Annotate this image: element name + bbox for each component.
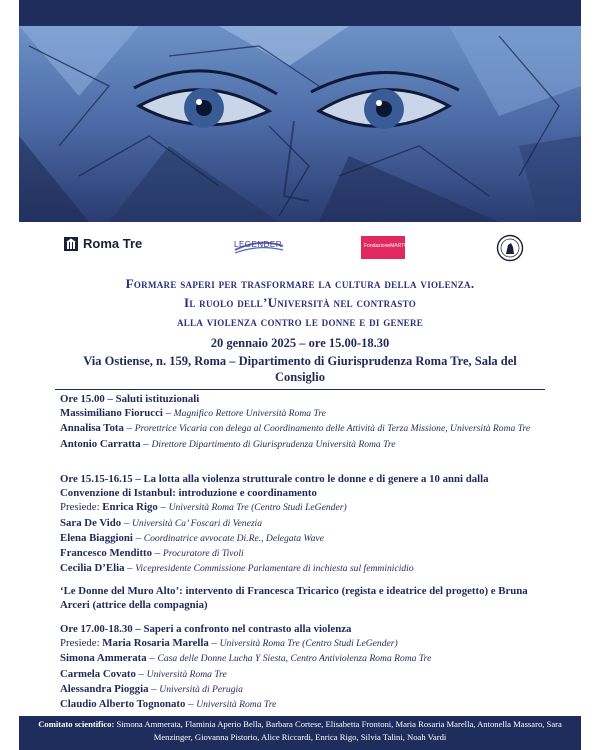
- separator: –: [135, 667, 147, 680]
- chair-label: Presiede:: [60, 637, 100, 650]
- speaker-name: Massimiliano Fiorucci: [60, 407, 163, 420]
- speaker-role: Casa delle Donne Lucha Y Siesta, Centro Antiviolenza Roma Roma Tre: [157, 653, 432, 665]
- chair-row: [60, 500, 545, 515]
- session-theatre: [60, 584, 545, 612]
- speaker-name: Antonio Carratta: [60, 437, 141, 450]
- chair-name: Enrica Rigo: [102, 501, 158, 514]
- session-heading: Ore 15.00 – Saluti istituzionali: [60, 393, 200, 405]
- university-seal-logo: [496, 233, 524, 263]
- top-band: [19, 0, 581, 26]
- speaker-name: Francesco Menditto: [60, 547, 153, 560]
- pink-foundation-logo-text: FondazioneMARTON: [364, 243, 412, 249]
- speaker-row: [60, 516, 545, 531]
- speaker-row: [60, 561, 545, 576]
- speaker-name: Sara De Vido: [60, 516, 122, 529]
- speaker-role: Magnifico Rettore Università Roma Tre: [173, 408, 326, 420]
- legender-logo: [232, 234, 286, 258]
- title-line-3: alla violenza contro le donne e di genere: [176, 314, 424, 329]
- chair-name: Maria Rosaria Marella: [102, 637, 209, 650]
- roma-tre-emblem-icon: [64, 237, 78, 251]
- session-heading: ‘Le Donne del Muro Alto’: intervento di Francesca Tricarico (regista e ideatrice del progetto) e Bruna Arceri (attrice della compagnia): [60, 585, 528, 612]
- separator: –: [148, 682, 160, 695]
- speaker-role: Direttore Dipartimento di Giurisprudenza Università Roma Tre: [151, 438, 396, 450]
- speaker-row: [60, 546, 545, 561]
- roma-tre-logo: [64, 236, 142, 251]
- pink-foundation-logo: [361, 236, 412, 259]
- session-heading: Ore 15.15-16.15 – La lotta alla violenza strutturale contro le donne e di genere a 10 anni dalla Convenzione di Istanbul: introduzione e coordinamento: [60, 473, 489, 500]
- speaker-name: Alessandra Pioggia: [60, 682, 149, 695]
- separator: –: [132, 531, 144, 544]
- speaker-role: Vicepresidente Commissione Parlamentare di inchiesta sul femminicidio: [135, 563, 414, 575]
- speaker-name: Simona Ammerata: [60, 652, 147, 665]
- speaker-row: [60, 437, 545, 452]
- chair-role: Università Roma Tre (Centro Studi LeGender): [168, 502, 347, 514]
- legender-logo-text: LEGENDER: [234, 240, 283, 249]
- separator: –: [121, 516, 132, 529]
- session-istanbul: [60, 472, 545, 576]
- speaker-name: Annalisa Tota: [60, 422, 124, 435]
- speaker-name: Claudio Alberto Tognonato: [60, 698, 186, 711]
- chair-label: Presiede:: [60, 501, 100, 514]
- scientific-committee-band: [19, 716, 581, 750]
- speaker-role: Università di Perugia: [159, 683, 243, 695]
- title-line-1: Formare saperi per trasformare la cultura della violenza.: [125, 276, 475, 291]
- event-date: 20 gennaio 2025 – ore 15.00-18.30: [210, 336, 390, 350]
- speaker-role: Procuratore di Tivoli: [162, 548, 244, 560]
- committee-label: Comitato scientifico:: [38, 719, 115, 729]
- separator: –: [152, 547, 163, 560]
- eyes-painting: [19, 26, 581, 222]
- speaker-row: [60, 651, 545, 666]
- speaker-role: Coordinatrice avvocate Di.Re., Delegata Wave: [143, 532, 324, 544]
- session-greetings: [60, 392, 545, 452]
- speaker-name: Carmela Covato: [60, 667, 136, 680]
- separator: –: [123, 422, 135, 435]
- speaker-name: Cecilia D’Elia: [60, 562, 125, 575]
- speaker-row: [60, 667, 545, 682]
- session-heading: Ore 17.00-18.30 – Saperi a confronto nel contrasto alla violenza: [60, 623, 352, 635]
- speaker-row: [60, 697, 545, 712]
- title-line-2: Il ruolo dell’Università nel contrasto: [183, 295, 417, 310]
- partner-logos: [0, 226, 600, 270]
- separator: –: [140, 437, 152, 450]
- speaker-row: [60, 406, 545, 421]
- speaker-role: Università Roma Tre: [196, 699, 277, 711]
- speaker-row: [60, 421, 545, 436]
- divider: [55, 389, 545, 390]
- speaker-role: Prorettrice Vicaria con delega al Coordinamento delle Attività di Terza Missione, Università Roma Tre: [134, 423, 531, 435]
- separator: –: [208, 637, 220, 650]
- speaker-name: Elena Biaggioni: [60, 531, 133, 544]
- hero-artwork: [19, 26, 581, 222]
- speaker-row: [60, 682, 545, 697]
- speaker-row: [60, 531, 545, 546]
- separator: –: [124, 562, 136, 575]
- separator: –: [162, 407, 174, 420]
- session-knowledge: [60, 622, 545, 712]
- roma-tre-logo-text: Roma Tre: [83, 236, 143, 251]
- speaker-role: Università Ca’ Foscari di Venezia: [131, 517, 263, 529]
- chair-role: Università Roma Tre (Centro Studi LeGender): [219, 638, 398, 650]
- committee-names: Simona Ammerata, Flaminia Aperio Bella, Barbara Cortese, Elisabetta Frontoni, Maria Rosaria Marella, Antonella Massaro, Sara Menzinger, Giovanna Pistorio, Alice Riccardi, Enrica Rigo, Silvia Talini, Noah Vardi: [116, 719, 562, 742]
- separator: –: [146, 652, 158, 665]
- chair-row: [60, 636, 545, 651]
- speaker-role: Università Roma Tre: [146, 668, 227, 680]
- separator: –: [185, 698, 197, 711]
- separator: –: [157, 501, 169, 514]
- seal-icon: [496, 233, 524, 263]
- event-venue: Via Ostiense, n. 159, Roma – Dipartimento di Giurisprudenza Roma Tre, Sala del Consiglio: [83, 354, 517, 384]
